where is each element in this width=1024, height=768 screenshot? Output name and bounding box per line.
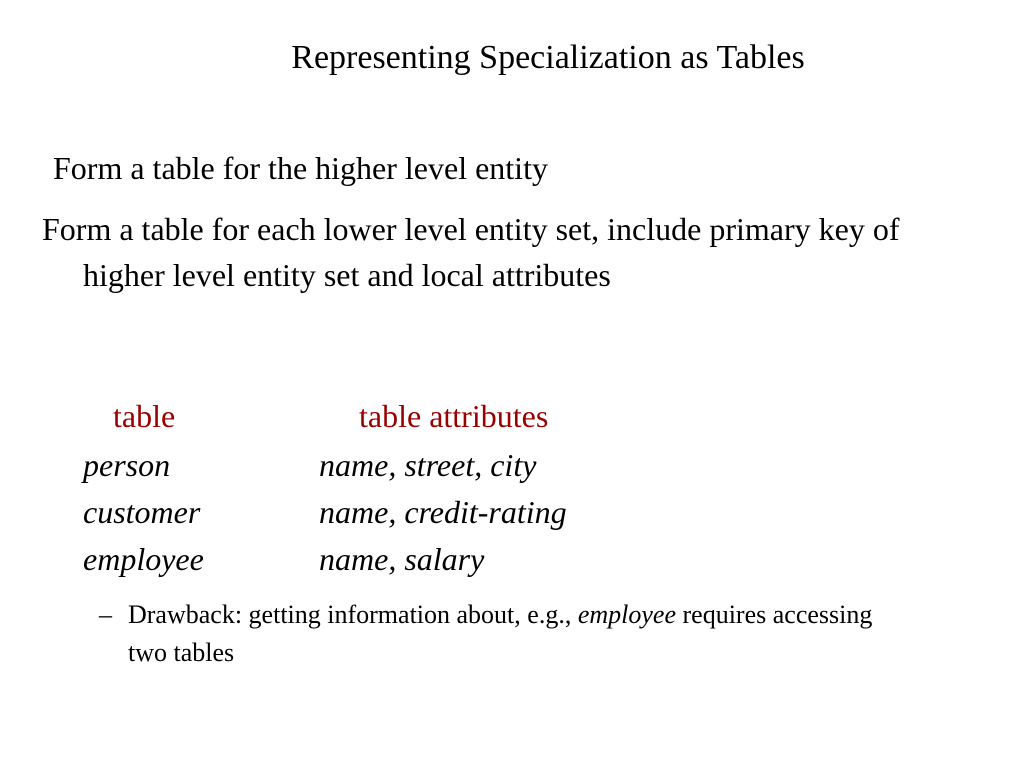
sub-bullet-text <box>99 596 879 672</box>
dash-marker: – <box>99 600 112 629</box>
bullet-higher-level-table: Form a table for the higher level entity <box>53 150 548 186</box>
table-header-table: table <box>113 398 176 434</box>
table-attributes-cell: name, credit-rating <box>319 494 567 530</box>
table-attributes-cell: name, street, city <box>319 447 537 483</box>
table-name-cell: customer <box>83 494 201 530</box>
sub-bullet-emphasis: employee <box>577 600 676 629</box>
sub-bullet-drawback <box>99 596 879 672</box>
sub-bullet-text-after: requires accessing two tables <box>128 600 873 667</box>
slide-title: Representing Specialization as Tables <box>291 39 805 76</box>
bullet-lower-level-tables: Form a table for each lower level entity set, include primary key of higher level entity set and local attributes <box>42 211 900 293</box>
sub-bullet-text-before: Drawback: getting information about, e.g., <box>128 600 578 629</box>
table-name-cell: person <box>83 447 171 483</box>
table-attributes-cell: name, salary <box>319 541 485 577</box>
table-header-attributes: table attributes <box>359 398 549 434</box>
table-name-cell: employee <box>83 541 204 577</box>
